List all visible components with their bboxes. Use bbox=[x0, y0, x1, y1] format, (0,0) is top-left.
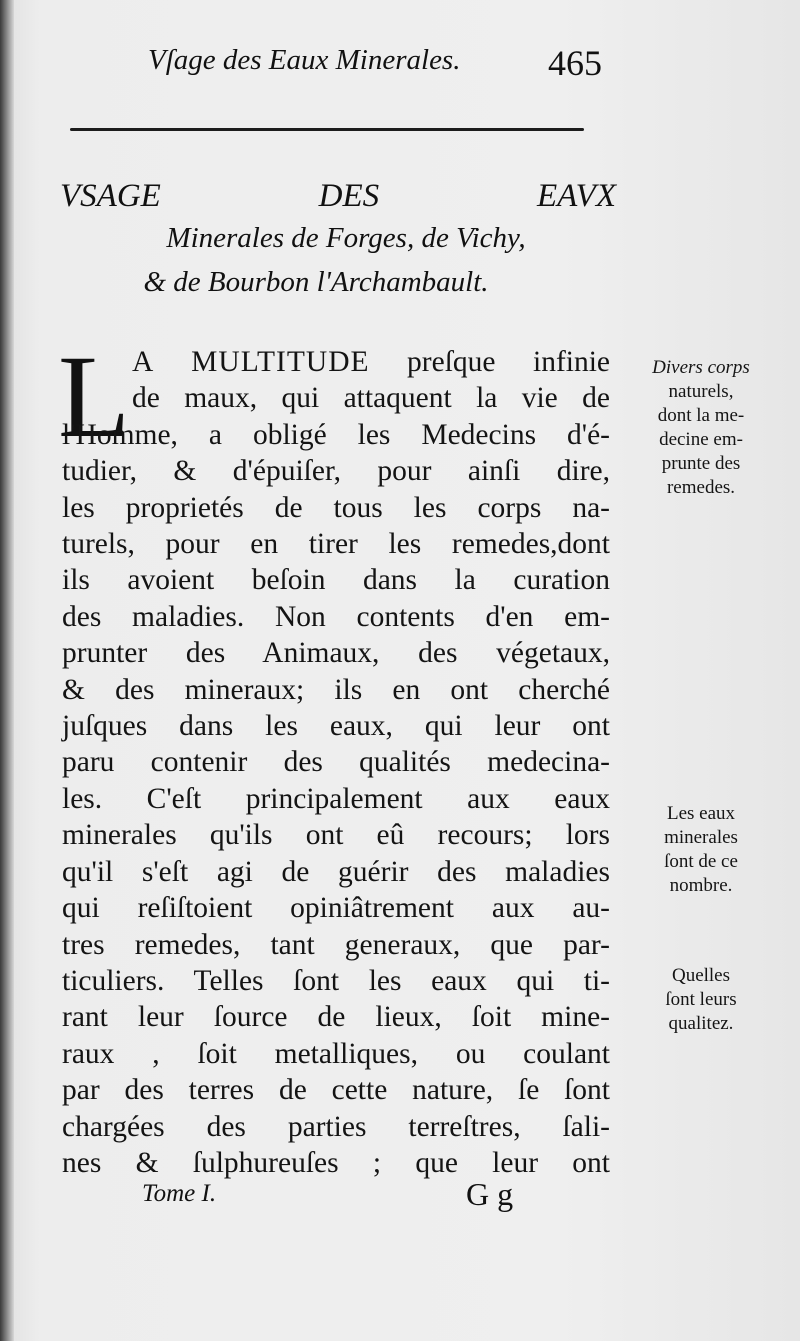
margin-note-line: ſont de ce bbox=[664, 851, 738, 872]
body-line: de maux, qui attaquent la vie de bbox=[132, 382, 610, 415]
body-line: tudier, & d'épuiſer, pour ainſi dire, bbox=[62, 455, 610, 488]
chapter-title-line-3: & de Bourbon l'Archambault. bbox=[143, 266, 489, 298]
margin-note-1 bbox=[626, 356, 776, 500]
body-line: ils avoient beſoin dans la curation bbox=[62, 564, 610, 597]
drop-cap: L bbox=[58, 331, 131, 462]
body-line: qui reſiſtoient opiniâtrement aux au- bbox=[62, 892, 610, 925]
body-line: paru contenir des qualités medecina- bbox=[62, 746, 610, 779]
margin-note-2 bbox=[626, 802, 776, 898]
body-line bbox=[62, 344, 610, 380]
margin-note-3 bbox=[626, 964, 776, 1036]
header-rule bbox=[70, 128, 584, 131]
body-line: les. C'eſt principalement aux eaux bbox=[62, 782, 610, 815]
small-caps-opening: A MULTITUDE bbox=[132, 346, 370, 378]
margin-note-line: minerales bbox=[664, 827, 738, 848]
body-line: rant leur ſource de lieux, ſoit mine- bbox=[62, 1001, 610, 1034]
body-text bbox=[62, 344, 610, 1181]
body-line: chargées des parties terreſtres, ſali- bbox=[62, 1110, 610, 1143]
margin-note-line: dont la me- bbox=[657, 405, 745, 426]
footer-catchword: Tome I. bbox=[142, 1180, 217, 1207]
chapter-title-word: DES bbox=[318, 178, 380, 214]
body-line: minerales qu'ils ont eû recours; lors bbox=[62, 819, 610, 852]
margin-note-line: decine em- bbox=[659, 429, 743, 450]
margin-note-line: Les eaux bbox=[666, 803, 736, 824]
body-line: raux , ſoit metalliques, ou coulant bbox=[62, 1037, 610, 1070]
footer-signature: G g bbox=[466, 1176, 514, 1212]
body-line: turels, pour en tirer les remedes,dont bbox=[62, 528, 610, 561]
body-line: & des mineraux; ils en ont cherché bbox=[62, 673, 610, 706]
body-line: juſques dans les eaux, qui leur ont bbox=[62, 710, 610, 743]
body-line: qu'il s'eſt agi de guérir des maladies bbox=[62, 855, 610, 888]
body-line: les proprietés de tous les corps na- bbox=[62, 491, 610, 524]
margin-note-line: remedes. bbox=[666, 477, 736, 498]
chapter-title-word: VSAGE bbox=[60, 178, 161, 214]
body-line: prunter des Animaux, des végetaux, bbox=[62, 637, 610, 670]
chapter-title-line-2: Minerales de Forges, de Vichy, bbox=[166, 222, 526, 254]
body-line: par des terres de cette nature, ſe ſont bbox=[62, 1074, 610, 1107]
body-line: l'Homme, a obligé les Medecins d'é- bbox=[62, 418, 610, 451]
body-line: nes & ſulphureuſes ; que leur ont bbox=[62, 1146, 610, 1179]
margin-note-line: Quelles bbox=[671, 965, 731, 986]
body-line: ticuliers. Telles ſont les eaux qui ti- bbox=[62, 964, 610, 997]
body-line: des maladies. Non contents d'en em- bbox=[62, 600, 610, 633]
margin-note-line: ſont leurs bbox=[665, 989, 737, 1010]
page-gutter bbox=[0, 0, 14, 1341]
margin-note-line: Divers corps bbox=[652, 357, 750, 378]
margin-note-line: naturels, bbox=[668, 381, 734, 402]
chapter-title-line-1 bbox=[60, 178, 616, 215]
body-line-rest: preſque infinie bbox=[369, 346, 611, 378]
margin-note-line: nombre. bbox=[669, 875, 733, 896]
running-title: Vſage des Eaux Minerales. bbox=[148, 44, 461, 76]
page-number: 465 bbox=[548, 43, 602, 83]
chapter-title-word: EAVX bbox=[537, 178, 616, 214]
body-line: tres remedes, tant generaux, que par- bbox=[62, 928, 610, 961]
margin-note-line: prunte des bbox=[661, 453, 741, 474]
margin-note-line: qualitez. bbox=[668, 1013, 734, 1034]
